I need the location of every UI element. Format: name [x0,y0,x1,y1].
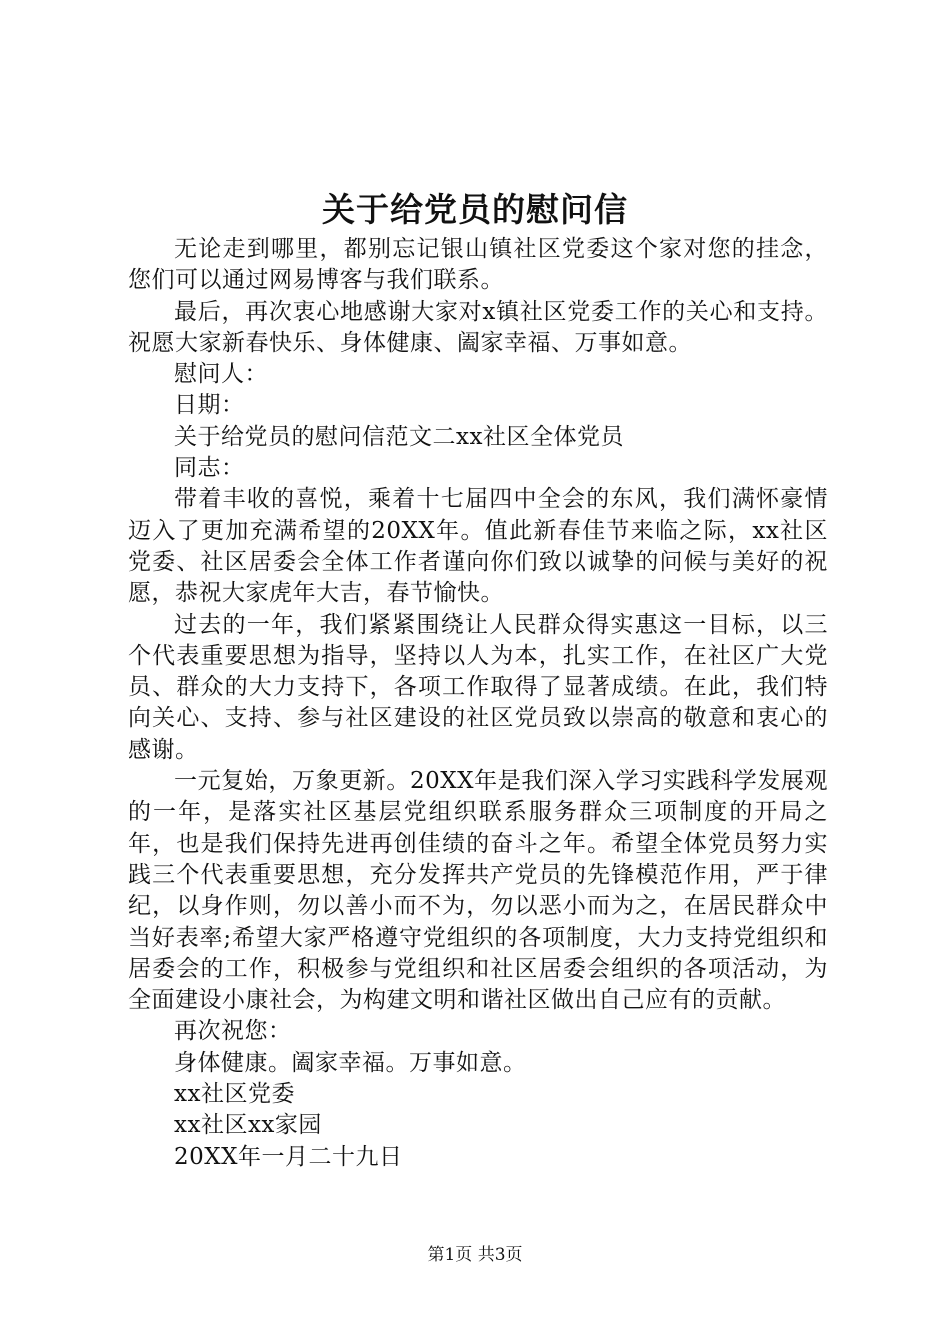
paragraph: xx社区党委 [174,1081,295,1108]
paragraph: 最后，再次衷心地感谢大家对x镇社区党委工作的关心和支持。祝愿大家新春快乐、身体健康、阖家幸福、万事如意。 [128,298,828,356]
paragraph: 日期： [174,392,245,419]
paragraph: 再次祝您： [174,1018,292,1045]
document-body [128,234,828,1173]
paragraph: 同志： [174,455,245,482]
paragraph: 身体健康。阖家幸福。万事如意。 [174,1049,527,1076]
paragraph: 带着丰收的喜悦，乘着十七届四中全会的东风，我们满怀豪情迈入了更加充满希望的20XX年。值此新春佳节来临之际，xx社区党委、社区居委会全体工作者谨向你们致以诚挚的问候与美好的祝愿，恭祝大家虎年大吉，春节愉快。 [128,486,828,607]
document-title: 关于给党员的慰问信 [322,190,628,229]
paragraph: 慰问人： [174,361,268,388]
paragraph: 无论走到哪里，都别忘记银山镇社区党委这个家对您的挂念，您们可以通过网易博客与我们联系。 [128,236,828,294]
paragraph: 20XX年一月二十九日 [174,1143,403,1170]
paragraph: 过去的一年，我们紧紧围绕让人民群众得实惠这一目标，以三个代表重要思想为指导，坚持以人为本，扎实工作，在社区广大党员、群众的大力支持下，各项工作取得了显著成绩。在此，我们特向关心、支持、参与社区建设的社区党员致以崇高的敬意和衷心的感谢。 [128,611,828,763]
page-number: 第1页 共3页 [427,1245,523,1265]
paragraph: 关于给党员的慰问信范文二xx社区全体党员 [174,423,624,450]
paragraph: 一元复始，万象更新。20XX年是我们深入学习实践科学发展观的一年，是落实社区基层党组织联系服务群众三项制度的开局之年，也是我们保持先进再创佳绩的奋斗之年。希望全体党员努力实践三个代表重要思想，充分发挥共产党员的先锋模范作用，严于律纪，以身作则，勿以善小而不为，勿以恶小而为之，在居民群众中当好表率;希望大家严格遵守党组织的各项制度，大力支持党组织和居委会的工作，积极参与党组织和社区居委会组织的各项活动，为全面建设小康社会，为构建文明和谐社区做出自己应有的贡献。 [128,768,828,1014]
paragraph: xx社区xx家园 [174,1112,322,1139]
